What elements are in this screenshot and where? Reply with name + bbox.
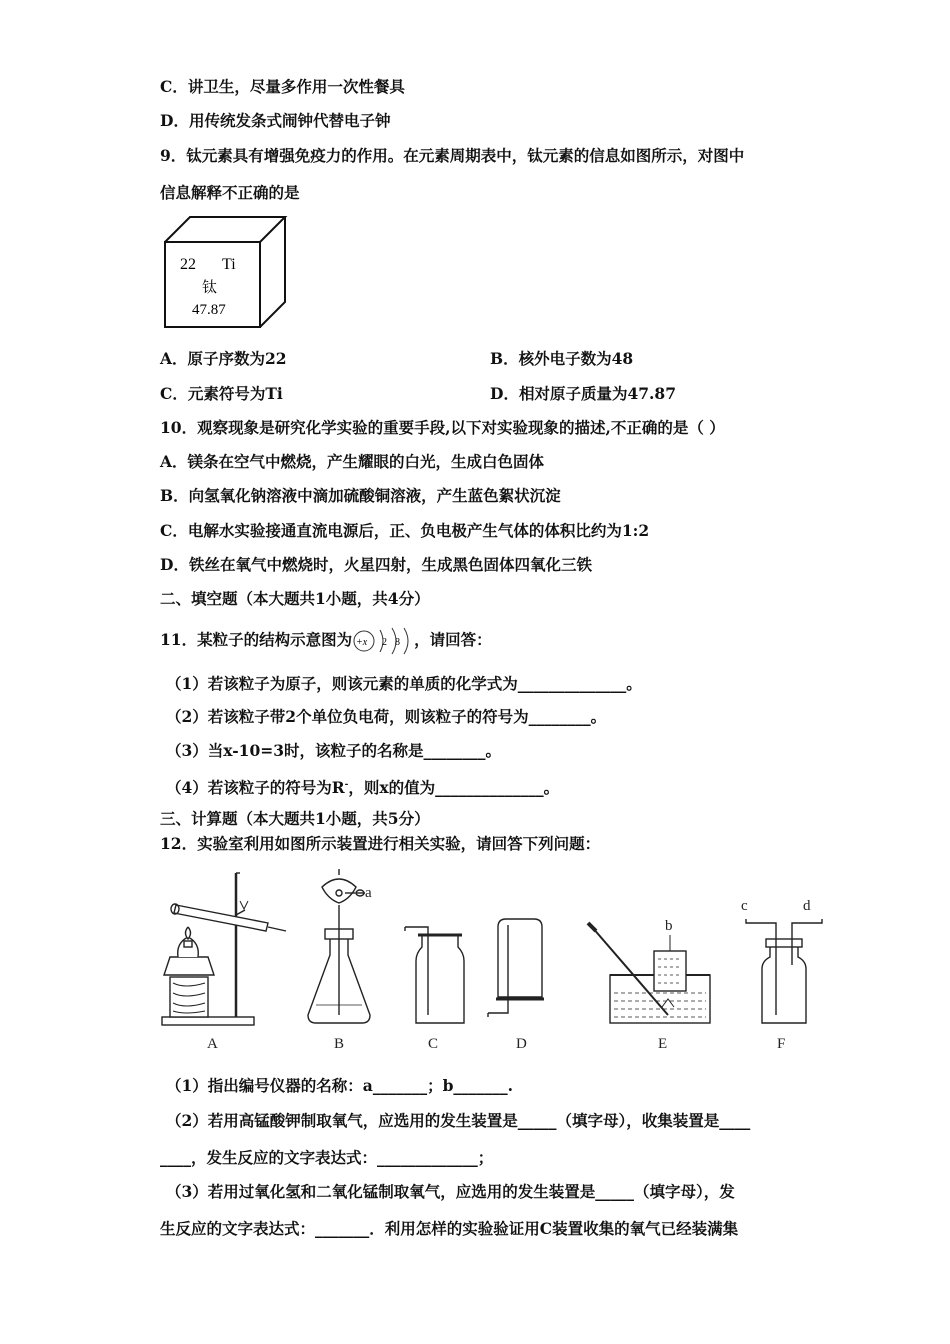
cell-symbol: Ti bbox=[222, 256, 236, 273]
nucleus-charge: +x bbox=[356, 637, 368, 648]
q9-option-d: D．相对原子质量为47.87 bbox=[490, 384, 676, 403]
q11-part4 bbox=[166, 775, 559, 798]
q8-option-c: C．讲卫生，尽量多作用一次性餐具 bbox=[160, 77, 405, 96]
q11-stem-start: 11．某粒子的结构示意图为 bbox=[160, 630, 353, 649]
q10-option-b: B．向氢氧化钠溶液中滴加硫酸铜溶液，产生蓝色絮状沉淀 bbox=[160, 486, 561, 505]
q12-part1: （1）指出编号仪器的名称：a_______；b_______. bbox=[166, 1076, 514, 1095]
q12-part3-line2: 生反应的文字表达式：_______．利用怎样的实验验证用C装置收集的氧气已经装满集 bbox=[160, 1219, 739, 1238]
label-b: b bbox=[665, 918, 673, 934]
q11-part2: （2）若该粒子带2个单位负电荷，则该粒子的符号为________。 bbox=[166, 707, 607, 726]
q12-part2-line2: ____，发生反应的文字表达式：_____________； bbox=[160, 1148, 494, 1167]
section-calculation-heading: 三、计算题（本大题共1小题，共5分） bbox=[160, 809, 430, 828]
apparatus-c bbox=[405, 927, 464, 1023]
titanium-element-cell bbox=[160, 212, 295, 332]
apparatus-label-d: D bbox=[516, 1036, 527, 1052]
q10-option-a: A．镁条在空气中燃烧，产生耀眼的白光，生成白色固体 bbox=[160, 452, 545, 471]
q11-stem-end: ，请回答： bbox=[414, 630, 492, 649]
q10-stem: 10．观察现象是研究化学实验的重要手段,以下对实验现象的描述,不正确的是（ ） bbox=[160, 418, 725, 437]
q11-part4-start: （4）若该粒子的符号为R bbox=[166, 778, 345, 798]
label-a: a bbox=[365, 885, 372, 901]
cell-atomic-number: 22 bbox=[180, 256, 196, 273]
q12-part2-line1: （2）若用高锰酸钾制取氧气，应选用的发生装置是_____（填字母），收集装置是____ bbox=[166, 1111, 751, 1130]
apparatus-d bbox=[488, 919, 544, 1017]
q9-option-b: B．核外电子数为48 bbox=[490, 349, 634, 368]
apparatus-label-e: E bbox=[658, 1036, 668, 1052]
shell-two-electrons: 8 bbox=[395, 637, 401, 648]
q11-part4-charge: - bbox=[344, 780, 349, 790]
q11-stem bbox=[160, 626, 492, 656]
label-c: c bbox=[741, 898, 748, 914]
q9-stem-line2: 信息解释不正确的是 bbox=[160, 183, 300, 202]
lab-apparatus-figure bbox=[150, 865, 840, 1060]
q11-part3: （3）当x-10=3时，该粒子的名称是________。 bbox=[166, 741, 502, 760]
q10-option-c: C．电解水实验接通直流电源后，正、负电极产生气体的体积比约为1:2 bbox=[160, 521, 650, 540]
particle-structure-diagram bbox=[352, 626, 414, 656]
label-d: d bbox=[803, 898, 811, 914]
shell-one-electrons: 2 bbox=[382, 637, 388, 648]
apparatus-a bbox=[162, 873, 286, 1025]
apparatus-label-f: F bbox=[777, 1036, 786, 1052]
cell-element-name: 钛 bbox=[202, 278, 218, 296]
q8-option-d: D．用传统发条式闹钟代替电子钟 bbox=[160, 111, 391, 130]
apparatus-label-c: C bbox=[428, 1036, 439, 1052]
q12-part3-line1: （3）若用过氧化氢和二氧化锰制取氧气，应选用的发生装置是_____（填字母），发 bbox=[166, 1182, 735, 1201]
q9-stem-line1: 9．钛元素具有增强免疫力的作用。在元素周期表中，钛元素的信息如图所示，对图中 bbox=[160, 146, 745, 165]
q11-part4-end: ，则x的值为______________。 bbox=[348, 778, 560, 798]
apparatus-b bbox=[308, 869, 370, 1023]
q11-part1: （1）若该粒子为原子，则该元素的单质的化学式为______________。 bbox=[166, 674, 642, 693]
section-fill-in-heading: 二、填空题（本大题共1小题，共4分） bbox=[160, 589, 430, 608]
apparatus-e bbox=[588, 923, 710, 1023]
apparatus-label-b: B bbox=[334, 1036, 345, 1052]
q9-option-a: A．原子序数为22 bbox=[160, 349, 287, 368]
apparatus-label-a: A bbox=[207, 1036, 218, 1052]
q10-option-d: D．铁丝在氧气中燃烧时，火星四射，生成黑色固体四氧化三铁 bbox=[160, 555, 592, 574]
apparatus-f bbox=[746, 919, 822, 1023]
q12-stem: 12．实验室利用如图所示装置进行相关实验，请回答下列问题： bbox=[160, 834, 601, 853]
cell-atomic-mass: 47.87 bbox=[192, 302, 226, 318]
q9-option-c: C．元素符号为Ti bbox=[160, 384, 283, 403]
